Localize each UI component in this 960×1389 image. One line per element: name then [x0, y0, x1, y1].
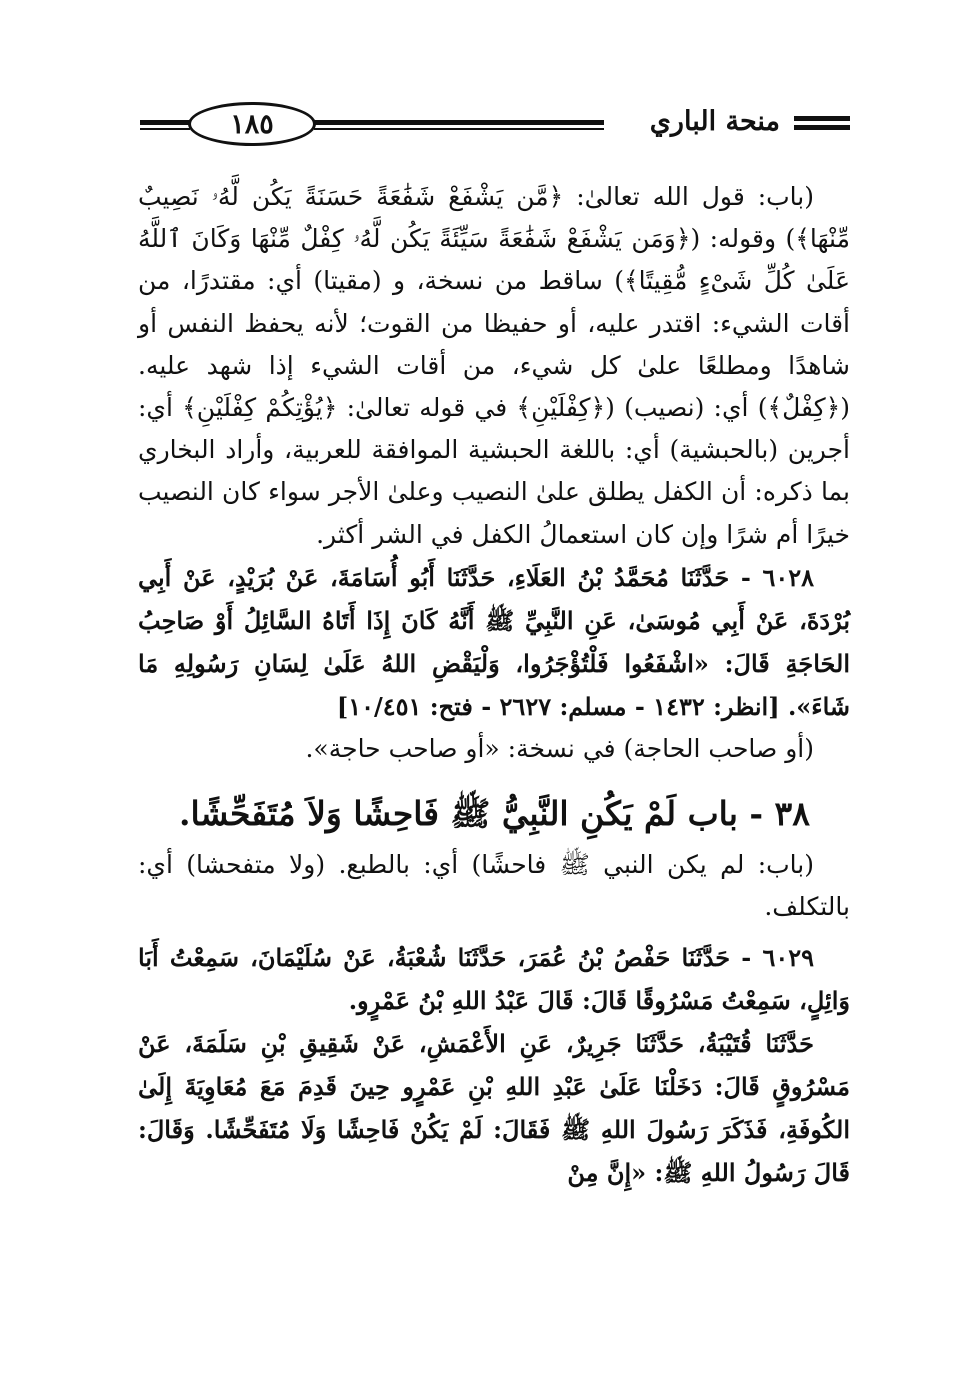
- header-rule-middle-thick: [314, 120, 604, 125]
- header-rule-left-thin: [140, 128, 190, 130]
- commentary-paragraph-2: (أو صاحب الحاجة) في نسخة: «أو صاحب حاجة».: [305, 733, 814, 763]
- spacer: [138, 928, 850, 936]
- page-header: [140, 98, 850, 154]
- header-rule-right-thick: [794, 116, 850, 121]
- hadith-6029: ٦٠٢٩ - حَدَّثَنَا حَفْصُ بْنُ عُمَرَ، حَدَّثَنَا شُعْبَةُ، عَنْ سُلَيْمَانَ، سَمِعْتُ أَبَا وَائِلٍ، سَمِعْتُ مَسْرُوقًا قَالَ: قَالَ عَبْدُ اللهِ بْنُ عَمْرٍو.: [138, 943, 850, 1016]
- header-rule-left-thick: [140, 120, 190, 125]
- book-title: منحة الباري: [649, 106, 780, 137]
- page-body: [138, 176, 850, 1194]
- hadith-6028: ٦٠٢٨ - حَدَّثَنَا مُحَمَّدُ بْنُ العَلَاءِ، حَدَّثَنَا أَبُو أُسَامَةَ، عَنْ بُرَيْدٍ، عَنْ أَبِي بُرْدَةَ، عَنْ أَبِي مُوسَىٰ، عَنِ النَّبِيِّ ﷺ أَنَّهُ كَانَ إِذَا أَتَاهُ السَّائِلُ أَوْ صَاحِبُ الحَاجَةِ قَالَ: «اشْفَعُوا فَلْتُؤْجَرُوا، وَلْيَقْضِ اللهُ عَلَىٰ لِسَانِ رَسُولِهِ مَا شَاءَ». [انظر: ١٤٣٢ - مسلم: ٢٦٢٧ - فتح: ١٠/٤٥١]: [138, 562, 850, 721]
- chapter-heading: ٣٨ - باب لَمْ يَكُنِ النَّبِيُّ ﷺ فَاحِشًا وَلاَ مُتَفَحِّشًا.: [179, 794, 810, 834]
- hadith-6029-second-chain: حَدَّثَنَا قُتَيْبَةُ، حَدَّثَنَا جَرِيرٌ، عَنِ الأَعْمَشِ، عَنْ شَقِيقِ بْنِ سَلَمَةَ، عَنْ مَسْرُوقٍ قَالَ: دَخَلْنَا عَلَىٰ عَبْدِ اللهِ بْنِ عَمْرٍو حِينَ قَدِمَ مَعَ مُعَاوِيَةَ إِلَىٰ الكُوفَةِ، فَذَكَرَ رَسُولَ اللهِ ﷺ فَقَالَ: لَمْ يَكُنْ فَاحِشًا وَلَا مُتَفَحِّشًا. وَقَالَ: قَالَ رَسُولُ اللهِ ﷺ: «إِنَّ مِنْ: [138, 1029, 850, 1188]
- page-number: ١٨٥: [230, 108, 274, 140]
- header-rule-right-thick-2: [794, 125, 850, 130]
- commentary-paragraph-1: (باب: قول الله تعالىٰ: ﴿مَّن يَشْفَعْ شَفَٰعَةً حَسَنَةً يَكُن لَّهُۥ نَصِيبٌ مِّنْهَا﴾) وقوله: (﴿وَمَن يَشْفَعْ شَفَٰعَةً سَيِّئَةً يَكُن لَّهُۥ كِفْلٌ مِّنْهَا وَكَانَ ٱللَّهُ عَلَىٰ كُلِّ شَىْءٍ مُّقِيتًا﴾) ساقط من نسخة، و (مقيتا) أي: مقتدرًا، من أقات الشيء: اقتدر عليه، أو حفيظا من القوت؛ لأنه يحفظ النفس أو شاهدًا ومطلعًا علىٰ كل شيء، من أقات الشيء إذا شهد عليه. (﴿كِفْلٌ﴾) أي: (نصيب) (﴿كِفْلَيْنِ﴾ في قوله تعالىٰ: ﴿يُؤْتِكُمْ كِفْلَيْنِ﴾ أي: أجرين (بالحبشية) أي: باللغة الحبشية الموافقة للعربية، وأراد البخاري بما ذكره: أن الكفل يطلق علىٰ النصيب وعلىٰ الأجر سواء كان النصيب خيرًا أم شرًا وإن كان استعمالُ الكفل في الشر أكثر.: [138, 182, 850, 549]
- page-number-oval: [188, 102, 316, 146]
- header-rule-middle-thin: [314, 128, 604, 130]
- commentary-paragraph-3: (باب: لم يكن النبي ﷺ فاحشًا) أي: بالطبع. (ولا متفحشا) أي: بالتكلف.: [138, 850, 850, 922]
